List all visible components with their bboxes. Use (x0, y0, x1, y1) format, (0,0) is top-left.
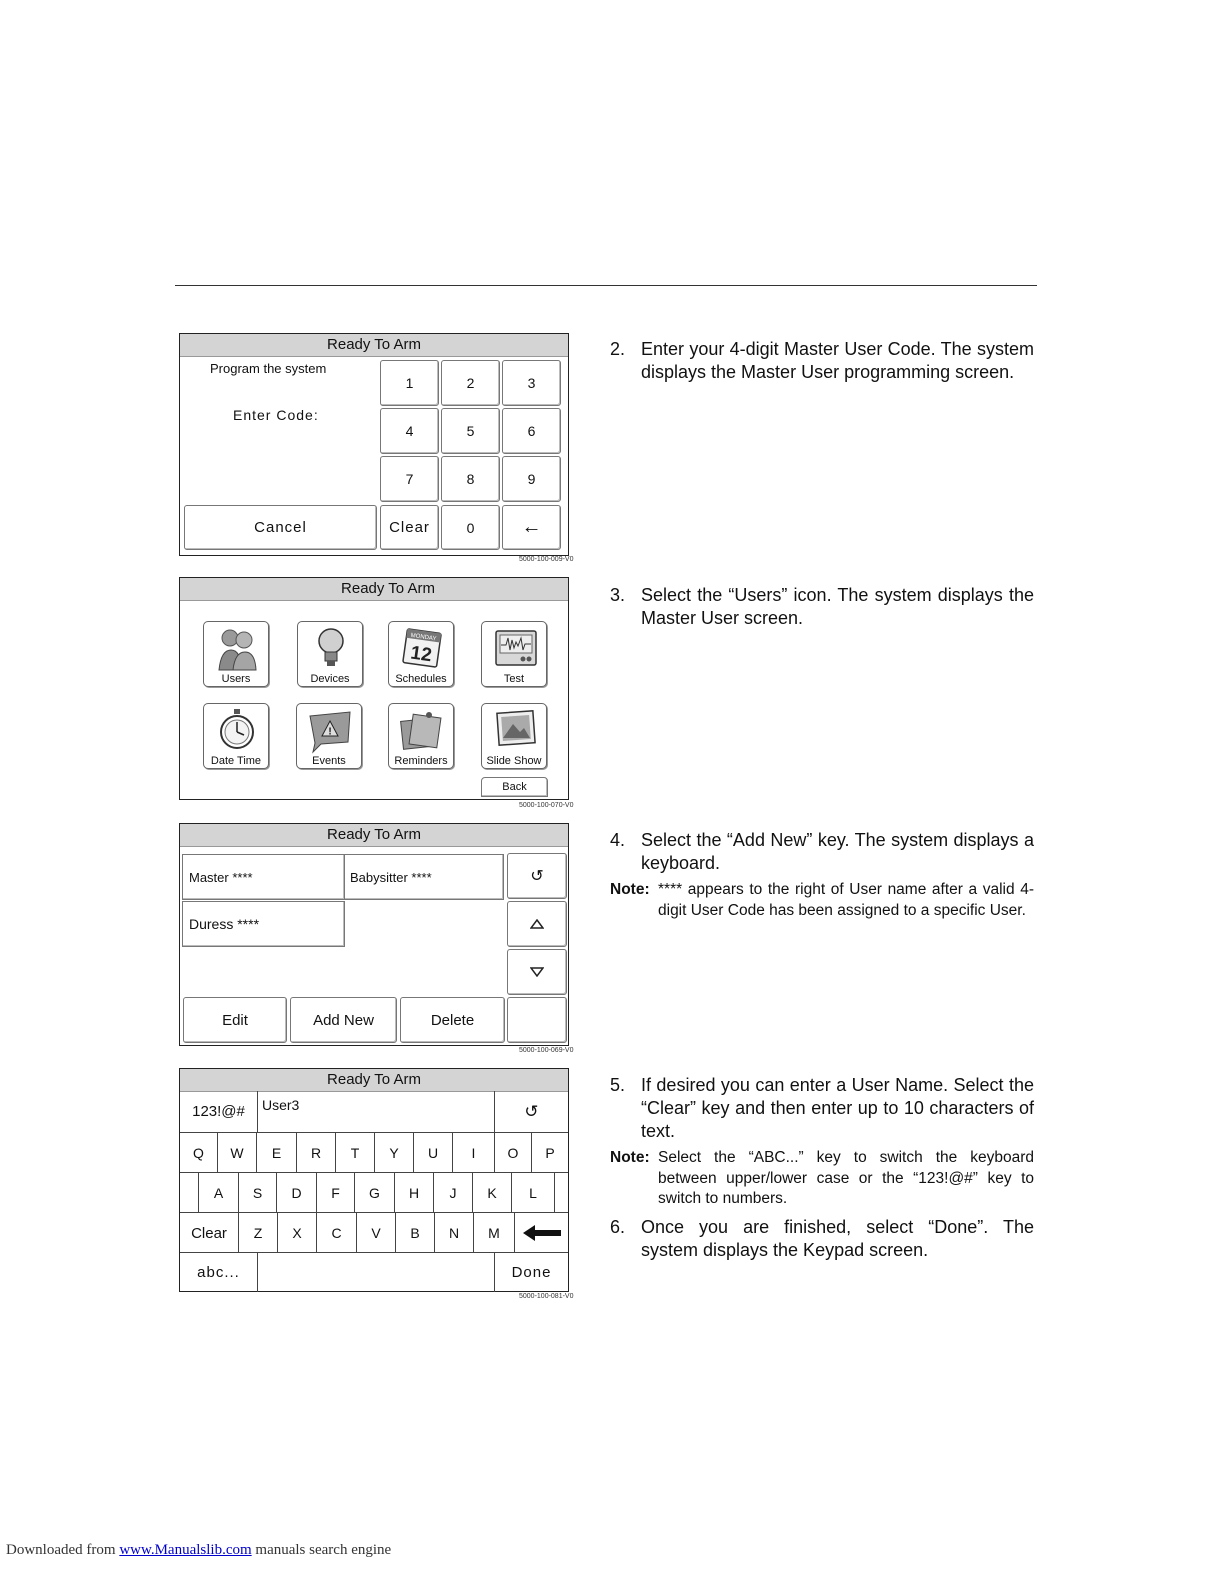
test-tile[interactable] (481, 621, 547, 687)
backspace-arrow-icon (522, 1224, 562, 1242)
key-k[interactable]: K (472, 1173, 511, 1213)
key-g[interactable]: G (354, 1173, 394, 1213)
users-icon (217, 626, 257, 672)
key-y[interactable]: Y (374, 1133, 413, 1173)
step-text: If desired you can enter a User Name. Select the “Clear” key and then enter up to 10 characters of text. (641, 1075, 1034, 1141)
light-bulb-icon (311, 626, 351, 672)
key-d[interactable]: D (276, 1173, 316, 1213)
users-tile[interactable] (203, 621, 269, 687)
key-6[interactable]: 6 (502, 408, 561, 454)
schedules-label: Schedules (395, 673, 447, 685)
key-l[interactable]: L (511, 1173, 554, 1213)
add-new-button[interactable]: Add New (290, 997, 397, 1043)
key-j[interactable]: J (433, 1173, 472, 1213)
user-babysitter[interactable]: Babysitter **** (344, 854, 504, 900)
date-time-tile[interactable] (203, 703, 269, 769)
slide-show-label: Slide Show (486, 755, 542, 767)
key-spacer-left (180, 1173, 198, 1213)
key-p[interactable]: P (531, 1133, 568, 1173)
key-n[interactable]: N (434, 1213, 473, 1253)
key-s[interactable]: S (238, 1173, 276, 1213)
key-x[interactable]: X (277, 1213, 316, 1253)
key-b[interactable]: B (395, 1213, 434, 1253)
key-a[interactable]: A (198, 1173, 238, 1213)
abc-mode-key[interactable]: abc... (197, 1264, 240, 1281)
done-key[interactable]: Done (494, 1253, 568, 1292)
name-input[interactable]: User3 (257, 1091, 494, 1132)
note-label: Note: (610, 1149, 650, 1166)
screen-title: Ready To Arm (180, 824, 568, 847)
key-spacer-right (554, 1173, 568, 1213)
step-4 (610, 829, 1034, 875)
step-number: 3. (610, 585, 626, 605)
key-q[interactable]: Q (193, 1145, 204, 1161)
figure-id: 5000-100-070-V0 (519, 802, 574, 809)
keyboard-row-1 (180, 1132, 568, 1173)
note-label: Note: (610, 881, 650, 898)
undo-button[interactable]: ↺ (494, 1091, 568, 1132)
download-footer (6, 1542, 391, 1559)
blank-button[interactable] (507, 997, 567, 1043)
figure-id: 5000-100-009-V0 (519, 556, 574, 563)
figure-id: 5000-100-081-V0 (519, 1293, 574, 1300)
user-duress[interactable]: Duress **** (182, 901, 345, 947)
devices-label: Devices (310, 673, 350, 685)
step-3 (610, 584, 1034, 630)
enter-code-label: Enter Code: (233, 407, 319, 423)
keyboard-row-3 (180, 1212, 568, 1253)
screen-title: Ready To Arm (180, 578, 568, 601)
key-v[interactable]: V (356, 1213, 395, 1253)
note-user-code (610, 880, 1034, 921)
key-u[interactable]: U (413, 1133, 452, 1173)
program-prompt: Program the system (210, 361, 327, 376)
screen-title: Ready To Arm (180, 1069, 568, 1092)
space-key[interactable] (257, 1253, 494, 1292)
keyboard-row-2 (180, 1172, 568, 1213)
numbers-mode-key[interactable]: 123!@# (192, 1103, 245, 1120)
triangle-down-icon (530, 967, 544, 977)
undo-button[interactable]: ↺ (507, 853, 567, 899)
back-button[interactable]: Back (481, 777, 548, 797)
users-label: Users (221, 673, 251, 685)
note-keyboard-modes (610, 1148, 1034, 1210)
key-4[interactable]: 4 (380, 408, 439, 454)
key-7[interactable]: 7 (380, 456, 439, 502)
key-c[interactable]: C (316, 1213, 356, 1253)
manualslib-link[interactable]: www.Manualslib.com (119, 1542, 252, 1558)
picture-icon (495, 708, 537, 754)
step-number: 6. (610, 1217, 626, 1237)
key-t[interactable]: T (335, 1133, 374, 1173)
main-menu-screen (179, 577, 569, 800)
step-2 (610, 338, 1034, 384)
key-8[interactable]: 8 (441, 456, 500, 502)
key-h[interactable]: H (394, 1173, 433, 1213)
cancel-button[interactable]: Cancel (184, 505, 377, 550)
delete-button[interactable]: Delete (400, 997, 505, 1043)
warning-bubble-icon (307, 708, 353, 754)
step-5 (610, 1074, 1034, 1143)
devices-tile[interactable] (297, 621, 363, 687)
key-3[interactable]: 3 (502, 360, 561, 406)
key-f[interactable]: F (316, 1173, 354, 1213)
stopwatch-icon (217, 708, 257, 754)
key-5[interactable]: 5 (441, 408, 500, 454)
calendar-icon (402, 626, 442, 672)
key-m[interactable]: M (473, 1213, 514, 1253)
user-list-screen (179, 823, 569, 1046)
key-9[interactable]: 9 (502, 456, 561, 502)
date-time-label: Date Time (210, 755, 262, 767)
note-text: **** appears to the right of User name after a valid 4-digit User Code has been assigned to a specific User. (658, 881, 1034, 919)
reminders-label: Reminders (394, 755, 448, 767)
calendar-month: MONDAY (410, 632, 437, 643)
events-tile[interactable] (296, 703, 362, 769)
test-meter-icon (495, 626, 537, 672)
slide-show-tile[interactable] (481, 703, 547, 769)
key-r[interactable]: R (296, 1133, 335, 1173)
events-label: Events (312, 755, 346, 767)
step-number: 5. (610, 1075, 626, 1095)
step-text: Once you are finished, select “Done”. The system displays the Keypad screen. (641, 1217, 1034, 1260)
step-text: Select the “Users” icon. The system displays the Master User screen. (641, 585, 1034, 628)
screen-title: Ready To Arm (180, 334, 568, 357)
test-label: Test (503, 673, 525, 685)
backspace-key[interactable] (514, 1213, 568, 1253)
calendar-day: 12 (409, 642, 434, 667)
keyboard-top-row (180, 1091, 568, 1132)
step-6 (610, 1216, 1034, 1262)
key-w[interactable]: W (217, 1133, 256, 1173)
key-2[interactable]: 2 (441, 360, 500, 406)
key-e[interactable]: E (256, 1133, 296, 1173)
user-master[interactable]: Master **** (182, 854, 345, 900)
key-1[interactable]: 1 (380, 360, 439, 406)
key-z[interactable]: Z (238, 1213, 277, 1253)
notes-icon (399, 708, 443, 754)
step-text: Enter your 4-digit Master User Code. The system displays the Master User programming screen. (641, 339, 1034, 382)
keyboard-row-4 (180, 1252, 568, 1292)
footer-prefix: Downloaded from (6, 1542, 120, 1558)
header-rule (175, 285, 1037, 286)
clear-button[interactable]: Clear (380, 505, 439, 550)
key-0[interactable]: 0 (441, 505, 500, 550)
svg-text:!: ! (328, 726, 332, 738)
triangle-up-icon (530, 919, 544, 929)
keyboard-screen (179, 1068, 569, 1292)
step-number: 4. (610, 830, 626, 850)
note-text: Select the “ABC...” key to switch the keyboard between upper/lower case or the “123!@#” key to switch to numbers. (658, 1149, 1034, 1207)
figure-id: 5000-100-069-V0 (519, 1047, 574, 1054)
code-entry-screen (179, 333, 569, 556)
step-text: Select the “Add New” key. The system displays a keyboard. (641, 830, 1034, 873)
schedules-tile[interactable] (388, 621, 454, 687)
scroll-up-button[interactable] (507, 901, 567, 947)
key-i[interactable]: I (452, 1133, 494, 1173)
backspace-button[interactable]: ← (502, 505, 561, 550)
footer-suffix: manuals search engine (251, 1542, 392, 1558)
clear-key[interactable]: Clear (191, 1224, 227, 1242)
key-o[interactable]: O (494, 1133, 531, 1173)
edit-button[interactable]: Edit (183, 997, 287, 1043)
reminders-tile[interactable] (388, 703, 454, 769)
scroll-down-button[interactable] (507, 949, 567, 995)
step-number: 2. (610, 339, 626, 359)
